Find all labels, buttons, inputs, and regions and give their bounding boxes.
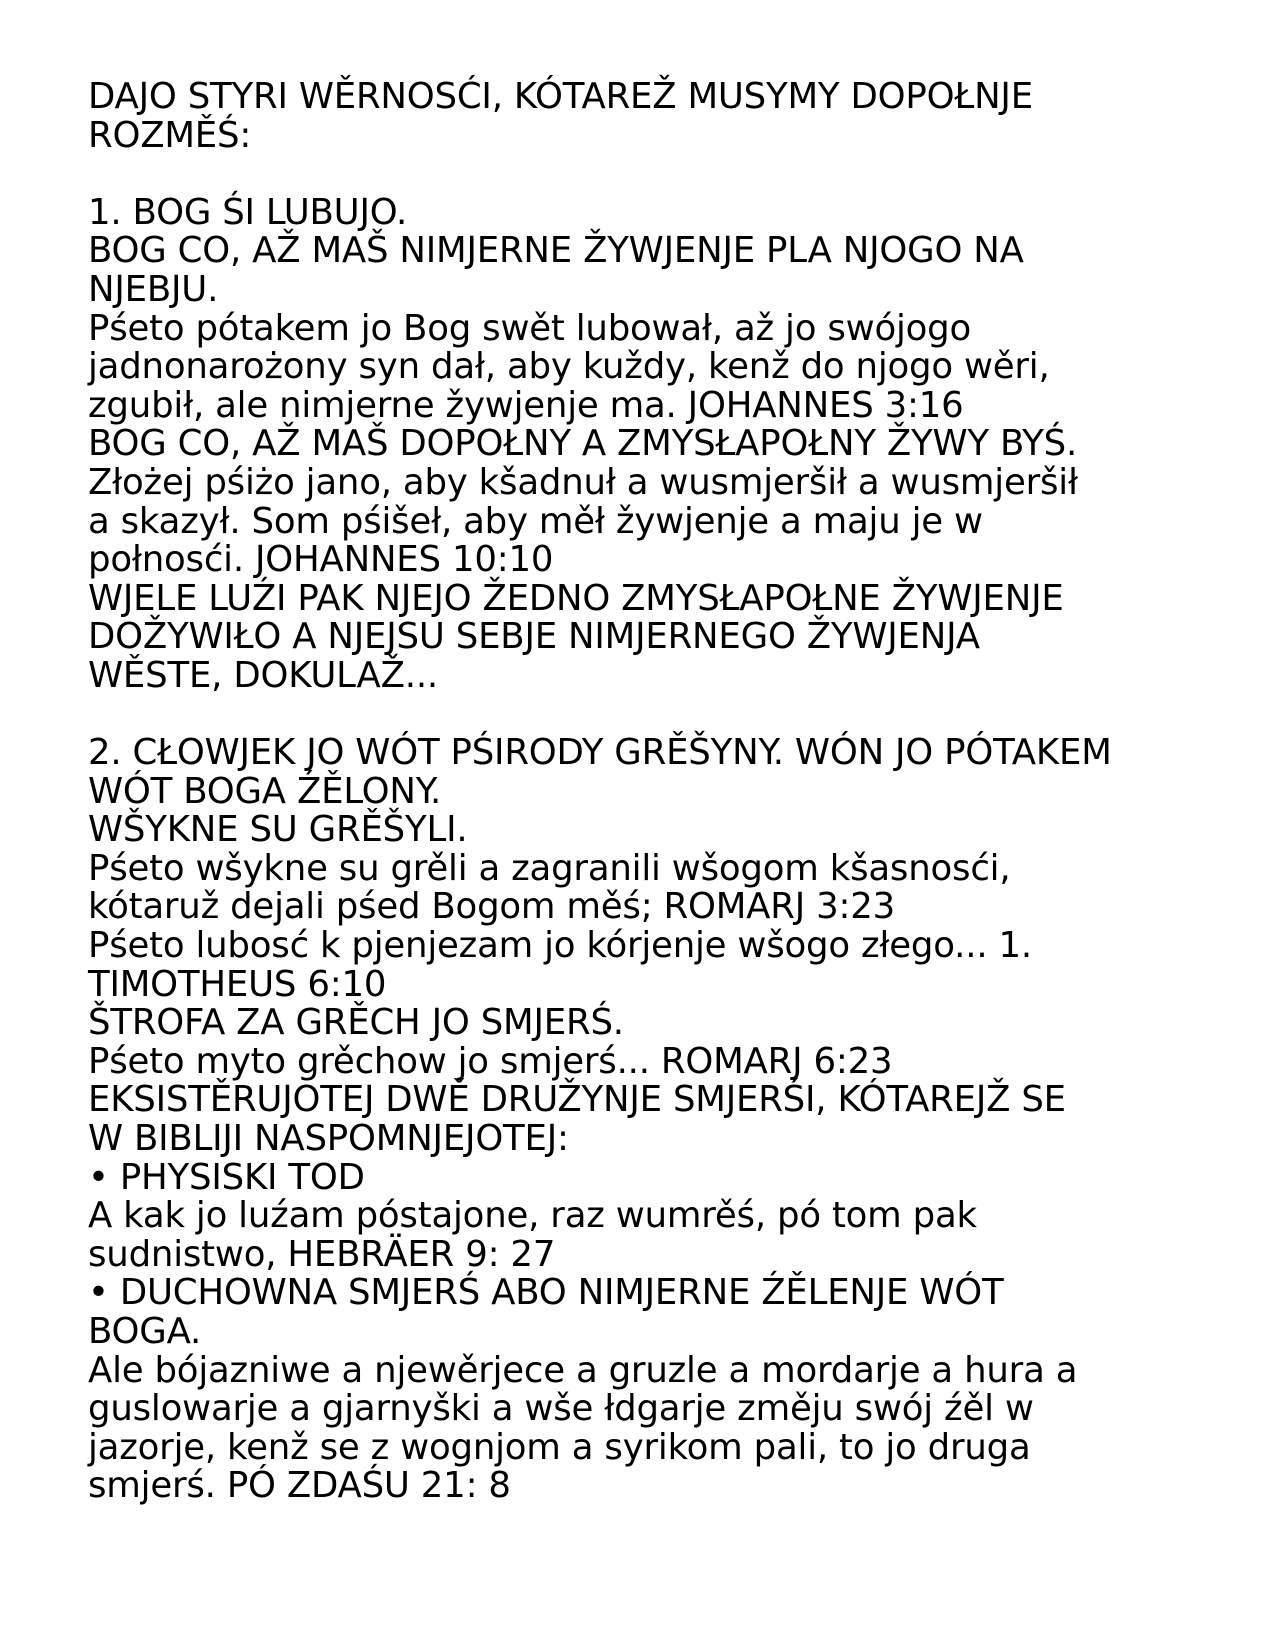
section2-heading-line-1: 2. CŁOWJEK JO WÓT PŚIRODY GRĚŠYNY. WÓN JO PÓTAKEM bbox=[88, 732, 1112, 774]
section1-verse1-line-2: jadnonarożony syn dał, aby kuždy, kenž do njogo wěri, bbox=[88, 346, 1050, 388]
section1-verse1-line-1: Pśeto pótakem jo Bog swět lubował, až jo swójogo bbox=[88, 307, 972, 349]
section2-verse5-line-4: smjerś. PÓ ZDAŚU 21: 8 bbox=[88, 1465, 511, 1507]
section2-verse4-line-2: sudnistwo, HEBRÄER 9: 27 bbox=[88, 1233, 556, 1275]
section1-subheading-line-1: BOG CO, AŽ MAŠ NIMJERNE ŽYWJENJE PLA NJOGO NA bbox=[88, 230, 1024, 272]
section1-closing-line-1: WJELE LUŹI PAK NJEJO ŽEDNO ZMYSŁAPOŁNE ŽYWJENJE bbox=[88, 577, 1064, 619]
section2-verse1-line-2: kótaruž dejali pśed Bogom měś; ROMARJ 3:23 bbox=[88, 886, 896, 928]
section1-subheading2: BOG CO, AŽ MAŠ DOPOŁNY A ZMYSŁAPOŁNY ŽYWY BYŚ. bbox=[88, 423, 1078, 465]
section2-subheading2: ŠTROFA ZA GRĚCH JO SMJERŚ. bbox=[88, 1002, 624, 1044]
section2-deaths-line-2: W BIBLIJI NASPOMNJEJOTEJ: bbox=[88, 1118, 569, 1160]
section2-verse5-line-1: Ale bójazniwe a njewěrjece a gruzle a mordarje a hura a bbox=[88, 1349, 1078, 1391]
section1-verse2-line-3: połnosći. JOHANNES 10:10 bbox=[88, 539, 554, 581]
paragraph-gap bbox=[88, 155, 1208, 194]
section2-bullet-spiritual-death-line-2: BOGA. bbox=[88, 1311, 202, 1352]
section1-heading: 1. BOG ŚI LUBUJO. bbox=[88, 191, 408, 233]
section2-bullet-physical-death: • PHYSISKI TOD bbox=[88, 1156, 365, 1198]
section1-closing-line-3: WĚSTE, DOKULAŽ... bbox=[88, 654, 438, 696]
section2-verse4-line-1: A kak jo luźam póstajone, raz wumrěś, pó tom pak bbox=[88, 1195, 977, 1237]
section2-subheading: WŠYKNE SU GRĚŠYLI. bbox=[88, 809, 468, 851]
intro-line-2: ROZMĚŚ: bbox=[88, 114, 252, 156]
section2-deaths-line-1: EKSISTĚRUJOTEJ DWĚ DRUŽYNJE SMJERŚI, KÓTAREJŽ SE bbox=[88, 1079, 1066, 1121]
section2-verse2-line-1: Pśeto lubosć k pjenjezam jo kórjenje wšogo złego... 1. bbox=[88, 925, 1032, 967]
section2-bullet-spiritual-death-line-1: • DUCHOWNA SMJERŚ ABO NIMJERNE ŹĚLENJE WÓT bbox=[88, 1272, 1004, 1314]
document-page bbox=[88, 78, 1208, 1506]
section2-verse5-line-3: jazorje, kenž se z wognjom a syrikom pali, to jo druga bbox=[88, 1426, 1031, 1468]
intro-line-1: DAJO STYRI WĚRNOSĆI, KÓTAREŽ MUSYMY DOPOŁNJE bbox=[88, 76, 1033, 117]
section2-verse2-line-2: TIMOTHEUS 6:10 bbox=[88, 963, 387, 1005]
section1-verse2-line-1: Złożej pśiżo jano, aby kšadnuł a wusmjeršił a wusmjeršił bbox=[88, 461, 1078, 503]
section1-subheading-line-2: NJEBJU. bbox=[88, 268, 219, 310]
section2-heading-line-2: WÓT BOGA ŹĚLONY. bbox=[88, 770, 442, 812]
section2-verse5-line-2: guslowarje a gjarnyški a wše łdgarje změju swój źěl w bbox=[88, 1388, 1034, 1430]
section1-verse2-line-2: a skazył. Som pśišeł, aby měł žywjenje a maju je w bbox=[88, 500, 983, 542]
section1-verse1-line-3: zgubił, ale nimjerne žywjenje ma. JOHANNES 3:16 bbox=[88, 384, 964, 426]
section2-verse3: Pśeto myto grěchow jo smjerś... ROMARJ 6:23 bbox=[88, 1040, 893, 1082]
section1-closing-line-2: DOŽYWIŁO A NJEJSU SEBJE NIMJERNEGO ŽYWJENJA bbox=[88, 616, 980, 658]
section2-verse1-line-1: Pśeto wšykne su grěli a zagranili wšogom kšasnosći, bbox=[88, 847, 1011, 889]
paragraph-gap bbox=[88, 696, 1208, 735]
